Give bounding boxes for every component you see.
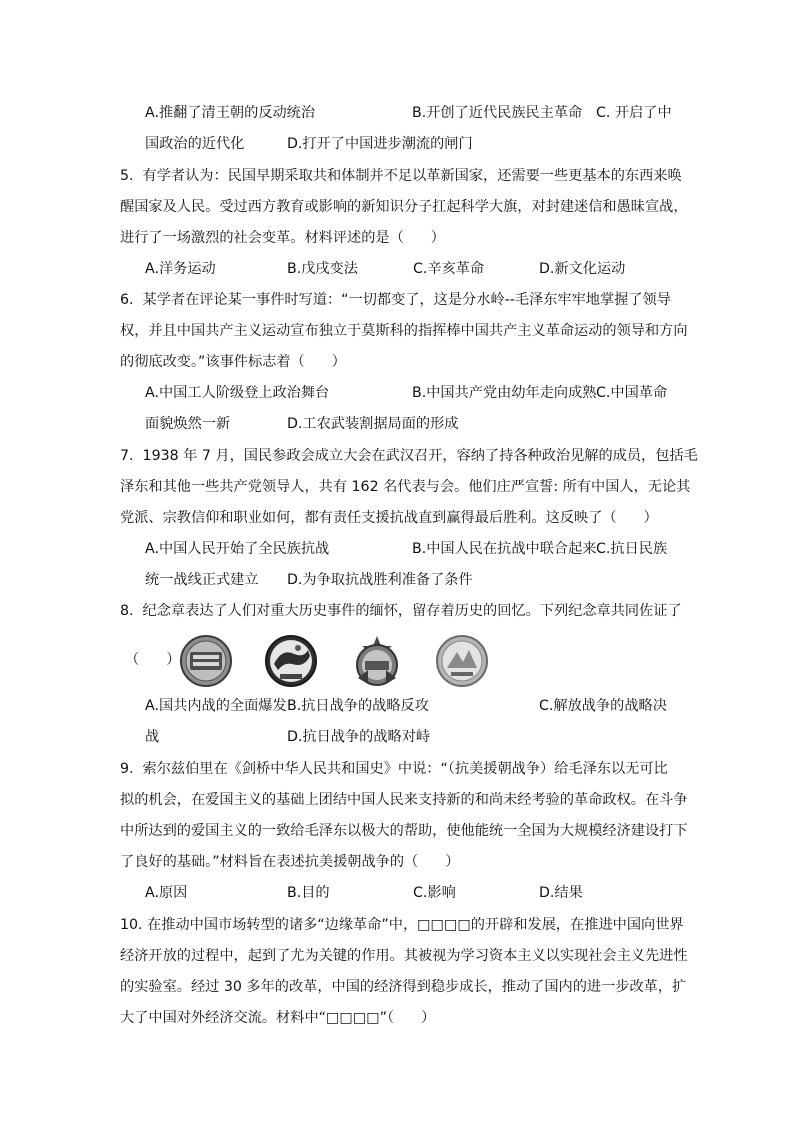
q8-option-d: D.抗日战争的战略对峙 (287, 729, 431, 745)
q4-option-c-cont: 国政治的近代化 (145, 136, 245, 152)
q4-option-c: C. 开启了中 (596, 105, 672, 121)
q6-option-b: B.中国共产党由幼年走向成熟 (412, 385, 597, 401)
q5-option-d: D.新文化运动 (539, 261, 626, 277)
q7-option-c: C.抗日民族 (596, 541, 668, 557)
q5-stem-line-3: 进行了一场激烈的社会变革。材料评述的是（ ） (120, 230, 445, 246)
q9-option-c: C.影响 (413, 885, 456, 901)
q8-option-c-cont: 战 (145, 729, 160, 745)
q9-option-a: A.原因 (145, 885, 188, 901)
q10-stem-line-3: 的实验室。经过 30 多年的改革，中国的经济得到稳步成长，推动了国内的进一步改革，扩 (120, 979, 687, 995)
q6-option-a: A.中国工人阶级登上政治舞台 (145, 385, 330, 401)
commemorative-medal-2 (264, 634, 318, 688)
q9-stem-line-1: 9. 索尔兹伯里在《剑桥中华人民共和国史》中说：“（抗美援朝战争）给毛泽东以无可比 (120, 761, 668, 777)
q10-stem-line-1: 10. 在推动中国市场转型的诸多“边缘革命”中，□□□□的开辟和发展，在推进中国向世界 (120, 917, 684, 933)
q8-option-a: A.国共内战的全面爆发 (145, 698, 287, 714)
q9-stem-line-3: 中所达到的爱国主义的一致给毛泽东以极大的帮助，使他能统一全国为大规模经济建设打下 (120, 823, 688, 839)
q6-option-d: D.工农武装割据局面的形成 (287, 416, 459, 432)
q6-option-c: C.中国革命 (596, 385, 668, 401)
q4-option-d: D.打开了中国进步潮流的闸门 (287, 136, 473, 152)
q7-option-a: A.中国人民开始了全民族抗战 (145, 541, 330, 557)
q6-stem-line-2: 权，并且中国共产主义运动宣布独立于莫斯科的指挥棒中国共产主义革命运动的领导和方向 (120, 323, 688, 339)
q8-stem-line-1: 8. 纪念章表达了人们对重大历史事件的缅怀，留存着历史的回忆。下列纪念章共同佐证了 (120, 603, 682, 619)
q5-option-c: C.辛亥革命 (413, 261, 485, 277)
q5-stem-line-1: 5. 有学者认为：民国早期采取共和体制并不足以革新国家，还需要一些更基本的东西来唤 (120, 168, 682, 184)
q4-option-a: A.推翻了清王朝的反动统治 (145, 105, 316, 121)
q9-stem-line-4: 了良好的基础。”材料旨在表述抗美援朝战争的（ ） (120, 854, 460, 870)
q5-option-a: A.洋务运动 (145, 261, 216, 277)
commemorative-medal-3 (350, 634, 404, 688)
q7-option-d: D.为争取抗战胜利准备了条件 (287, 572, 473, 588)
q8-answer-paren: （ ） (125, 652, 181, 668)
q7-option-b: B.中国人民在抗战中联合起来 (412, 541, 597, 557)
q8-option-c: C.解放战争的战略决 (539, 698, 667, 714)
q9-option-b: B.目的 (287, 885, 330, 901)
q7-option-c-cont: 统一战线正式建立 (145, 572, 259, 588)
q6-stem-line-3: 的彻底改变。”该事件标志着（ ） (120, 354, 346, 370)
commemorative-medal-4 (435, 634, 489, 688)
q7-stem-line-1: 7. 1938 年 7 月，国民参政会成立大会在武汉召开，容纳了持各种政治见解的成员，包括毛 (120, 448, 698, 464)
q6-option-c-cont: 面貌焕然一新 (145, 416, 231, 432)
q8-option-b: B.抗日战争的战略反攻 (287, 698, 429, 714)
q5-option-b: B.戊戌变法 (287, 261, 358, 277)
q9-stem-line-2: 拟的机会，在爱国主义的基础上团结中国人民来支持新的和尚未经考验的革命政权。在斗争 (120, 792, 688, 808)
q5-stem-line-2: 醒国家及人民。受过西方教育或影响的新知识分子扛起科学大旗，对封建迷信和愚昧宣战， (120, 199, 688, 215)
q7-stem-line-2: 泽东和其他一些共产党领导人，共有 162 名代表与会。他们庄严宣誓: 所有中国人，无论其 (120, 479, 691, 495)
q6-stem-line-1: 6. 某学者在评论某一事件时写道：“一切都变了，这是分水岭--毛泽东牢牢地掌握了领导 (120, 292, 671, 308)
q10-stem-line-2: 经济开放的过程中，起到了尤为关键的作用。其被视为学习资本主义以实现社会主义先进性 (120, 948, 688, 964)
commemorative-medal-1 (179, 634, 233, 688)
q10-stem-line-4: 大了中国对外经济交流。材料中“□□□□”（ ） (120, 1010, 436, 1026)
q9-option-d: D.结果 (539, 885, 583, 901)
q7-stem-line-3: 党派、宗教信仰和职业如何，都有责任支援抗战直到赢得最后胜利。这反映了（ ） (120, 510, 658, 526)
q4-option-b: B.开创了近代民族民主革命 (412, 105, 583, 121)
